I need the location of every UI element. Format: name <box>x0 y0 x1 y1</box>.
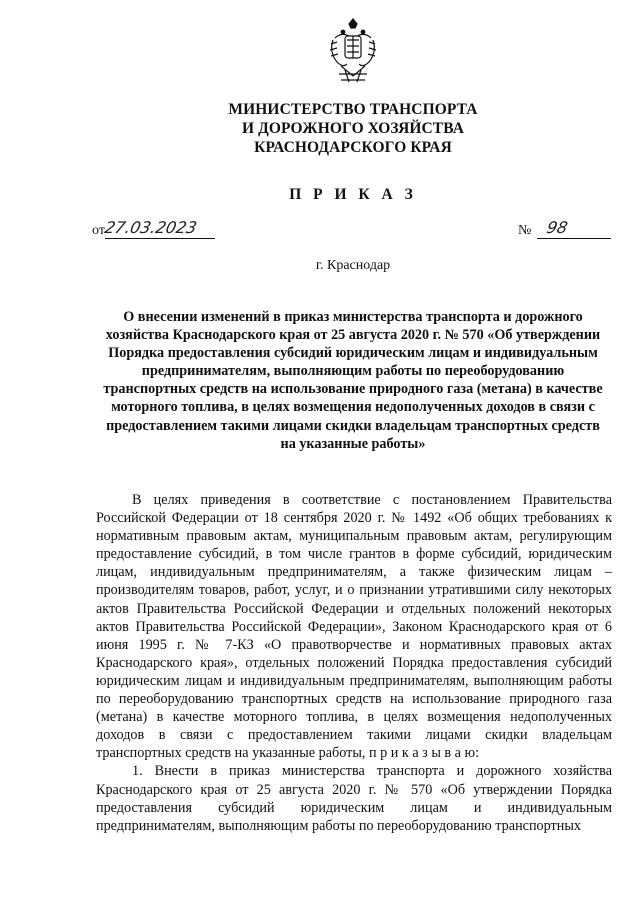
coat-of-arms-icon <box>327 18 379 86</box>
body-paragraph-2: 1. Внести в приказ министерства транспорта и дорожного хозяйства Краснодарского края от 25 августа 2020 г. № 570 «Об утверждении Порядка предоставления субсидий юридическим лицам и индивидуальным предпринимателям, выполняющим работы по переоборудованию транспортных <box>96 763 612 834</box>
number-prefix: № <box>518 223 532 238</box>
date-line <box>102 218 215 239</box>
ministry-line-2: И ДОРОЖНОГО ХОЗЯЙСТВА <box>241 120 465 137</box>
ministry-line-3: КРАСНОДАРСКОГО КРАЯ <box>254 139 452 156</box>
handwritten-date: 27.03.2023 <box>102 218 199 237</box>
body-paragraph-1: В целях приведения в соответствие с постановлением Правительства Российской Федерации от 18 сентября 2020 г. № 1492 «Об общих требованиях к нормативным правовым актам, муниципальным правовым актам, регулирующим предоставление субсидий, в том числе грантов в форме субсидий, юридическим лицам, индивидуальным предпринимателям, а также физическим лицам – производителям товаров, работ, услуг, и о признании утратившими силу некоторых актов Правительства Российской Федерации и отдельных положений некоторых актов Правительства Российской Федерации», Законом Краснодарского края от 6 июня 1995 г. № 7-КЗ «О правотворчестве и нормативных правовых актах Краснодарского края», отдельных положений Порядка предоставления субсидий юридическим лицам и индивидуальным предпринимателям, выполняющим работы по переоборудованию транспортных средств на использование природного газа (метана) в качестве моторного топлива, в целях возмещения недополученных доходов в связи с предоставлением такими лицами скидки владельцам транспортных средств на указанные работы, п р и к а з ы в а ю: <box>96 492 612 762</box>
date-prefix: от <box>92 223 105 238</box>
city: г. Краснодар <box>315 258 391 273</box>
order-title: П Р И К А З <box>289 186 417 203</box>
order-body <box>96 491 612 835</box>
order-subject: О внесении изменений в приказ министерства транспорта и дорожного хозяйства Краснодарского края от 25 августа 2020 г. № 570 «Об утверждении Порядка предоставления субсидий юридическим лицам и индивидуальным предпринимателям, выполняющим работы по переоборудованию транспортных средств на использование природного газа (метана) в качестве моторного топлива, в целях возмещения недополученных доходов в связи с предоставлением такими лицами скидки владельцам транспортных средств на указанные работы» <box>103 309 603 452</box>
handwritten-number: 98 <box>545 218 570 237</box>
order-date <box>92 218 215 239</box>
ministry-line-1: МИНИСТЕРСТВО ТРАНСПОРТА <box>228 101 478 118</box>
order-number <box>518 218 611 239</box>
number-line <box>537 218 611 239</box>
ministry-name <box>0 100 640 157</box>
